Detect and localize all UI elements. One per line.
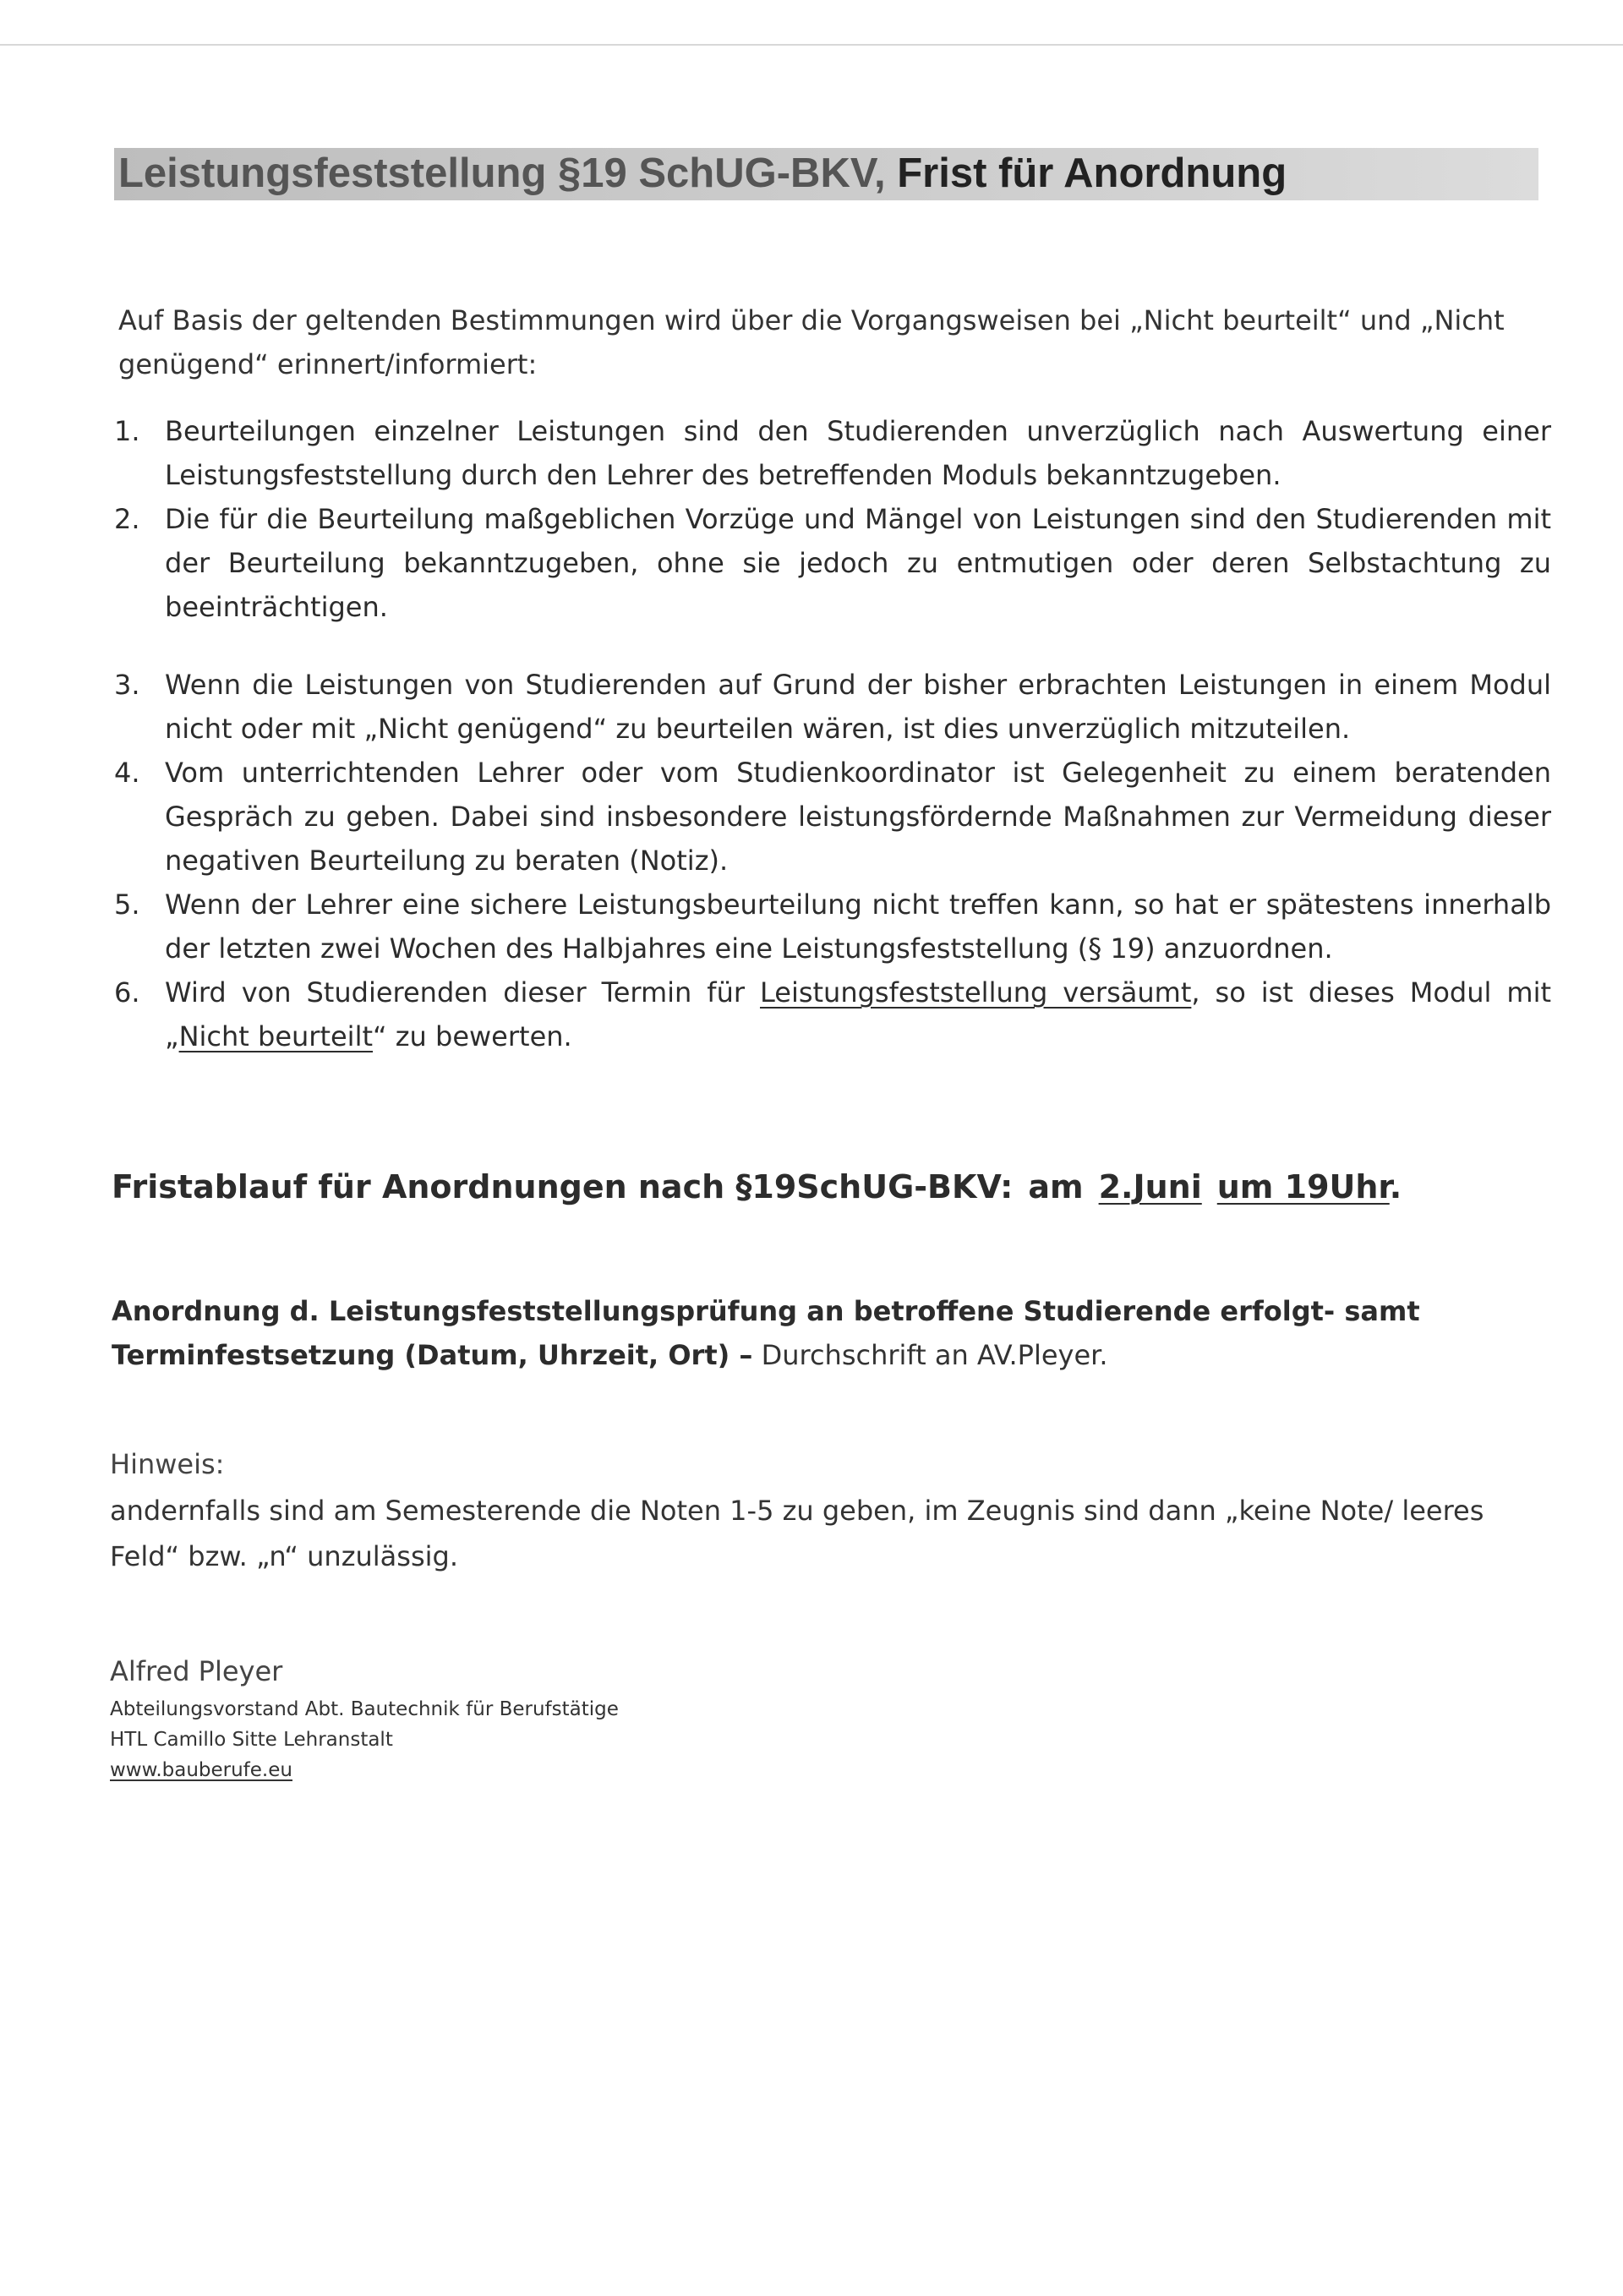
- page-title-part1: Leistungsfeststellung §19 SchUG-BKV,: [118, 150, 886, 196]
- list-item: [114, 409, 1551, 497]
- signature-position: Abteilungsvorstand Abt. Bautechnik für Berufstätige: [110, 1698, 619, 1720]
- list-item: [114, 883, 1551, 970]
- page-title-part2: Frist für Anordnung: [897, 150, 1287, 196]
- list-item: [114, 970, 1551, 1058]
- deadline-time: um 19Uhr: [1216, 1168, 1390, 1205]
- page-title: [118, 147, 1287, 200]
- note-text: andernfalls sind am Semesterende die Noten 1-5 zu geben, im Zeugnis sind dann „keine Note/ leeres Feld“ bzw. „n“ unzulässig.: [110, 1495, 1484, 1572]
- list-item-number: 4.: [114, 757, 140, 789]
- list-item-text: Wenn der Lehrer eine sichere Leistungsbeurteilung nicht treffen kann, so hat er spätestens innerhalb der letzten zwei Wochen des Halbjahres eine Leistungsfeststellung (§ 19) anzuordnen.: [165, 888, 1551, 965]
- deadline-date: 2.Juni: [1098, 1168, 1202, 1205]
- list-item-number: 3.: [114, 669, 140, 701]
- list-item-text: Beurteilungen einzelner Leistungen sind den Studierenden unverzüglich nach Auswertung einer Leistungsfeststellung durch den Lehrer des betreffenden Moduls bekanntzugeben.: [165, 415, 1551, 491]
- deadline-end: .: [1389, 1168, 1402, 1205]
- signature-name: Alfred Pleyer: [110, 1655, 283, 1687]
- list-item: [114, 663, 1551, 751]
- list-item-text: Wenn die Leistungen von Studierenden auf Grund der bisher erbrachten Leistungen in einem Modul nicht oder mit „Nicht genügend“ zu beurteilen wären, ist dies unverzüglich mitzuteilen.: [165, 669, 1551, 745]
- list-item: [114, 751, 1551, 883]
- list-item-text: Die für die Beurteilung maßgeblichen Vorzüge und Mängel von Leistungen sind den Studierenden mit der Beurteilung bekanntzugeben, ohne sie jedoch zu entmutigen oder deren Selbstachtung zu beeinträchtigen.: [165, 503, 1551, 623]
- list-item-underlined-not-graded: Nicht beurteilt: [178, 1020, 373, 1052]
- order-paragraph: [112, 1289, 1553, 1377]
- list-item-text-b: , so ist dieses Modul mit „: [165, 976, 1552, 1052]
- intro-paragraph: Auf Basis der geltenden Bestimmungen wird über die Vorgangsweisen bei „Nicht beurteilt“ und „Nicht genügend“ erinnert/informiert:: [118, 304, 1505, 380]
- deadline-label: Fristablauf für Anordnungen nach §19SchUG-BKV:: [112, 1168, 1014, 1205]
- signature-school: HTL Camillo Sitte Lehranstalt: [110, 1729, 393, 1751]
- deadline-date-time: [1099, 1168, 1390, 1205]
- list-item-number: 2.: [114, 503, 140, 535]
- list-item-text-a: Wird von Studierenden dieser Termin für: [165, 976, 760, 1009]
- list-item-number: 6.: [114, 976, 140, 1009]
- list-item-number: 5.: [114, 888, 140, 921]
- note-label: Hinweis:: [110, 1448, 225, 1480]
- deadline-am: am: [1028, 1168, 1084, 1205]
- signature-website-link[interactable]: www.bauberufe.eu: [110, 1759, 292, 1781]
- list-item-text-c: “ zu bewerten.: [373, 1020, 572, 1052]
- scan-edge-line: [0, 44, 1623, 46]
- order-rest-text: Durchschrift an AV.Pleyer.: [752, 1339, 1108, 1371]
- rules-list: [114, 409, 1551, 1058]
- list-item-underlined-missed: Leistungsfeststellung versäumt: [759, 976, 1192, 1009]
- order-bold-text: Anordnung d. Leistungsfeststellungsprüfung an betroffene Studierende erfolgt- samt Terminfestsetzung (Datum, Uhrzeit, Ort) –: [112, 1295, 1420, 1371]
- list-item-text: Vom unterrichtenden Lehrer oder vom Studienkoordinator ist Gelegenheit zu einem beratenden Gespräch zu geben. Dabei sind insbesondere leistungsfördernde Maßnahmen zur Vermeidung dieser negativen Beurteilung zu beraten (Notiz).: [165, 757, 1551, 877]
- deadline-line: [112, 1162, 1402, 1212]
- list-item-number: 1.: [114, 415, 140, 447]
- list-item: [114, 497, 1551, 629]
